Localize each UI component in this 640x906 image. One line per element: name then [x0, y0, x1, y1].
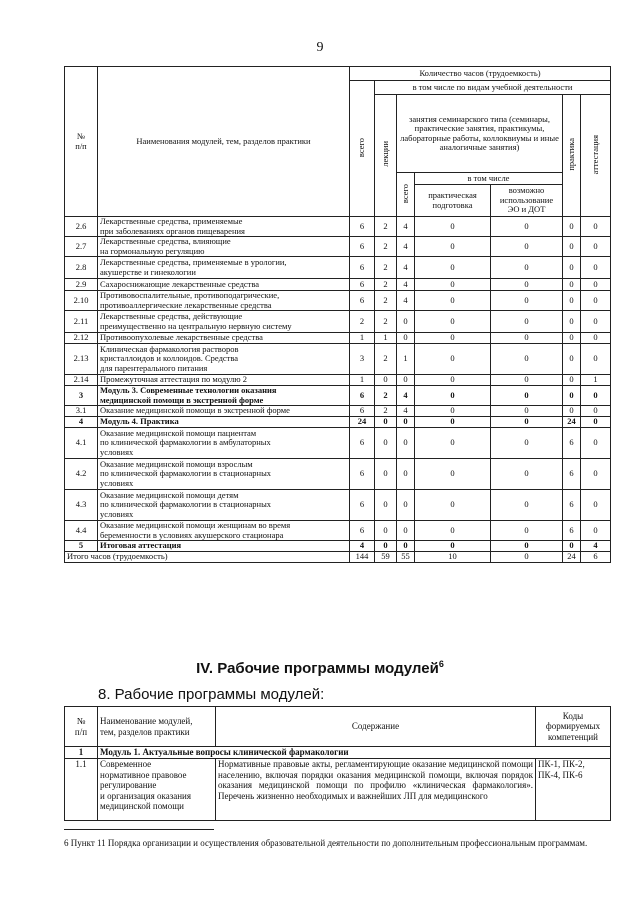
row-number: 5 [65, 541, 98, 552]
row-value-pr: 0 [563, 386, 581, 406]
col-header-sem-total: всего [397, 173, 415, 217]
row-name: Оказание медицинской помощи взрослым по клинической фармакологии в стационарных условиях [98, 459, 350, 490]
row-value-pp: 0 [415, 344, 491, 375]
row-value-sem: 4 [397, 237, 415, 257]
row-value-eo: 0 [491, 386, 563, 406]
col-header-attestation: аттестация [581, 95, 611, 217]
row-name: Оказание медицинской помощи женщинам во время беременности в условиях акушерского стационара [98, 521, 350, 541]
row-value-at: 0 [581, 417, 611, 428]
row-value-lec: 0 [375, 541, 397, 552]
table-row [65, 459, 611, 490]
row-value-pr: 0 [563, 344, 581, 375]
prog-header-content: Содержание [216, 707, 536, 747]
row-value-pp: 0 [415, 428, 491, 459]
row-value-eo: 0 [491, 257, 563, 279]
row-value-total: 24 [350, 417, 375, 428]
row-number: 2.7 [65, 237, 98, 257]
row-value-lec: 2 [375, 279, 397, 291]
row-number: 3 [65, 386, 98, 406]
row-value-pr: 0 [563, 279, 581, 291]
row-value-pp: 0 [415, 386, 491, 406]
table-row [65, 521, 611, 541]
row-value-total: 4 [350, 541, 375, 552]
row-value-pp: 0 [415, 541, 491, 552]
row-value-lec: 2 [375, 237, 397, 257]
row-value-at: 0 [581, 406, 611, 417]
row-name: Модуль 3. Современные технологии оказания медицинской помощи в экстренной форме [98, 386, 350, 406]
row-value-pp: 0 [415, 521, 491, 541]
row-value-at: 0 [581, 257, 611, 279]
row-value-total: 3 [350, 344, 375, 375]
row-value-sem: 4 [397, 257, 415, 279]
hours-table [64, 66, 611, 563]
row-value-eo: 0 [491, 375, 563, 386]
row-name: Оказание медицинской помощи в экстренной форме [98, 406, 350, 417]
row-value-sem: 0 [397, 311, 415, 333]
row-value-total: 6 [350, 386, 375, 406]
row-value-at: 0 [581, 237, 611, 257]
row-value-at: 0 [581, 428, 611, 459]
row-value-at: 0 [581, 490, 611, 521]
row-value-total: 6 [350, 257, 375, 279]
subsection-heading: 8. Рабочие программы модулей: [98, 686, 325, 703]
row-name: Противоопухолевые лекарственные средства [98, 333, 350, 344]
row-value-pr: 24 [563, 417, 581, 428]
row-value-sem: 0 [397, 333, 415, 344]
row-value-at: 1 [581, 375, 611, 386]
row-value-eo: 0 [491, 541, 563, 552]
row-value-lec: 0 [375, 428, 397, 459]
row-value-sem: 1 [397, 344, 415, 375]
col-header-total: всего [350, 81, 375, 217]
col-header-possible-eo: возможно использование ЭО и ДОТ [491, 185, 563, 217]
row-value-lec: 0 [375, 459, 397, 490]
row-value-total: 6 [350, 291, 375, 311]
row-value-total: 6 [350, 459, 375, 490]
row-value-pr: 0 [563, 311, 581, 333]
row-value-total: 6 [350, 490, 375, 521]
row-name: Промежуточная аттестация по модулю 2 [98, 375, 350, 386]
row-value-pp: 0 [415, 311, 491, 333]
row-value-pr: 6 [563, 490, 581, 521]
col-header-name: Наименования модулей, тем, разделов практики [98, 67, 350, 217]
row-number: 2.6 [65, 217, 98, 237]
row-value-eo: 0 [491, 490, 563, 521]
row-value-lec: 2 [375, 291, 397, 311]
row-value-at: 0 [581, 344, 611, 375]
table-row [65, 257, 611, 279]
footnote: 6 Пункт 11 Порядка организации и осуществления образовательной деятельности по дополнительным профессиональным программам. [64, 838, 588, 848]
prog-header-name: Наименование модулей, тем, разделов практики [98, 707, 216, 747]
row-value-sem: 0 [397, 541, 415, 552]
row-number: 3.1 [65, 406, 98, 417]
table-row [65, 311, 611, 333]
col-header-lectures: лекции [375, 95, 397, 217]
row-value-at: 0 [581, 333, 611, 344]
row-value-sem: 4 [397, 406, 415, 417]
row-value-eo: 0 [491, 521, 563, 541]
prog-row-no: 1.1 [65, 759, 98, 821]
row-value-pr: 0 [563, 217, 581, 237]
row-value-eo: 0 [491, 459, 563, 490]
row-value-pp: 0 [415, 217, 491, 237]
row-name: Сахароснижающие лекарственные средства [98, 279, 350, 291]
row-value-sem: 4 [397, 217, 415, 237]
row-value-pp: 0 [415, 257, 491, 279]
row-value-lec: 2 [375, 311, 397, 333]
total-value-eo: 0 [491, 552, 563, 563]
row-name: Клиническая фармакология растворов кристаллоидов и коллоидов. Средства для парентерального питания [98, 344, 350, 375]
row-number: 2.11 [65, 311, 98, 333]
row-value-lec: 1 [375, 333, 397, 344]
row-value-lec: 2 [375, 406, 397, 417]
row-value-pr: 0 [563, 237, 581, 257]
row-value-pr: 6 [563, 459, 581, 490]
row-value-eo: 0 [491, 311, 563, 333]
footnote-separator [64, 829, 214, 830]
row-value-pp: 0 [415, 237, 491, 257]
row-value-lec: 0 [375, 417, 397, 428]
row-value-total: 6 [350, 279, 375, 291]
row-number: 4.1 [65, 428, 98, 459]
table-row [65, 237, 611, 257]
row-value-pp: 0 [415, 459, 491, 490]
row-value-sem: 4 [397, 279, 415, 291]
row-value-pp: 0 [415, 417, 491, 428]
row-value-sem: 0 [397, 428, 415, 459]
program-table [64, 706, 611, 821]
row-value-sem: 0 [397, 490, 415, 521]
table-row [65, 386, 611, 406]
module-row-no: 1 [65, 747, 98, 759]
table-row [65, 490, 611, 521]
total-value-sem: 55 [397, 552, 415, 563]
row-value-eo: 0 [491, 406, 563, 417]
row-value-pr: 0 [563, 291, 581, 311]
total-value-pp: 10 [415, 552, 491, 563]
row-value-pp: 0 [415, 291, 491, 311]
table-row [65, 406, 611, 417]
row-value-pr: 0 [563, 541, 581, 552]
table-row [65, 279, 611, 291]
row-value-eo: 0 [491, 428, 563, 459]
row-number: 2.14 [65, 375, 98, 386]
prog-row-name: Современное нормативное правовое регулирование и организация оказания медицинской помощи [98, 759, 216, 821]
row-value-pp: 0 [415, 375, 491, 386]
total-value-at: 6 [581, 552, 611, 563]
row-value-sem: 0 [397, 417, 415, 428]
row-number: 4 [65, 417, 98, 428]
row-value-total: 6 [350, 237, 375, 257]
row-value-at: 0 [581, 311, 611, 333]
table-row [65, 217, 611, 237]
col-header-hours: Количество часов (трудоемкость) [350, 67, 611, 81]
row-number: 2.10 [65, 291, 98, 311]
row-value-pr: 0 [563, 375, 581, 386]
row-value-lec: 2 [375, 257, 397, 279]
row-value-total: 1 [350, 375, 375, 386]
section-heading: IV. Рабочие программы модулей$^6$ [196, 659, 444, 677]
row-number: 4.4 [65, 521, 98, 541]
col-header-no: № п/п [65, 67, 98, 217]
row-value-at: 0 [581, 291, 611, 311]
total-value-total: 144 [350, 552, 375, 563]
prog-header-no: № п/п [65, 707, 98, 747]
table-row [65, 541, 611, 552]
table-row [65, 291, 611, 311]
row-name: Оказание медицинской помощи пациентам по клинической фармакологии в амбулаторных условиях [98, 428, 350, 459]
row-value-pp: 0 [415, 490, 491, 521]
total-value-pr: 24 [563, 552, 581, 563]
row-name: Модуль 4. Практика [98, 417, 350, 428]
row-name: Противовоспалительные, противоподагрические, противоаллергические лекарственные средства [98, 291, 350, 311]
total-row-label: Итого часов (трудоемкость) [65, 552, 350, 563]
row-value-total: 6 [350, 428, 375, 459]
row-value-pr: 6 [563, 521, 581, 541]
row-name: Итоговая аттестация [98, 541, 350, 552]
row-value-sem: 4 [397, 386, 415, 406]
row-name: Лекарственные средства, действующие преимущественно на центральную нервную систему [98, 311, 350, 333]
col-header-incl: в том числе [415, 173, 563, 185]
row-value-at: 0 [581, 279, 611, 291]
prog-row-content: Нормативные правовые акты, регламентирующие оказание медицинской помощи населению, включая порядки оказания медицинской помощи, включая порядок оказания медицинской помощи по профилю «клиническая фармакология». Перечень жизненно необходимых и важнейших ЛП для медицинского [216, 759, 536, 821]
row-value-at: 0 [581, 521, 611, 541]
row-value-at: 0 [581, 217, 611, 237]
row-value-lec: 0 [375, 375, 397, 386]
row-value-eo: 0 [491, 279, 563, 291]
row-value-total: 2 [350, 311, 375, 333]
row-number: 2.13 [65, 344, 98, 375]
table-row [65, 375, 611, 386]
row-value-lec: 2 [375, 344, 397, 375]
row-value-lec: 0 [375, 490, 397, 521]
row-value-total: 1 [350, 333, 375, 344]
row-value-pp: 0 [415, 333, 491, 344]
table-row [65, 428, 611, 459]
row-value-eo: 0 [491, 237, 563, 257]
row-value-total: 6 [350, 217, 375, 237]
row-number: 4.3 [65, 490, 98, 521]
page-number: 9 [316, 40, 324, 55]
total-value-lec: 59 [375, 552, 397, 563]
col-header-seminars: занятия семинарского типа (семинары, практические занятия, практикумы, лабораторные работы, коллоквиумы и иные аналогичные занятия) [397, 95, 563, 173]
row-value-pr: 0 [563, 333, 581, 344]
row-value-at: 0 [581, 459, 611, 490]
row-value-lec: 0 [375, 521, 397, 541]
row-value-eo: 0 [491, 333, 563, 344]
row-value-lec: 2 [375, 386, 397, 406]
row-value-pr: 0 [563, 257, 581, 279]
row-value-pp: 0 [415, 279, 491, 291]
row-value-at: 0 [581, 386, 611, 406]
row-number: 2.9 [65, 279, 98, 291]
col-header-practical-prep: практическая подготовка [415, 185, 491, 217]
row-number: 2.12 [65, 333, 98, 344]
module-row-title: Модуль 1. Актуальные вопросы клинической фармакологии [98, 747, 611, 759]
row-value-total: 6 [350, 521, 375, 541]
row-value-sem: 4 [397, 291, 415, 311]
row-number: 4.2 [65, 459, 98, 490]
row-name: Лекарственные средства, влияющие на гормональную регуляцию [98, 237, 350, 257]
row-value-sem: 0 [397, 375, 415, 386]
row-value-pr: 6 [563, 428, 581, 459]
row-value-eo: 0 [491, 344, 563, 375]
row-value-sem: 0 [397, 459, 415, 490]
row-value-eo: 0 [491, 291, 563, 311]
table-row [65, 333, 611, 344]
row-value-lec: 2 [375, 217, 397, 237]
total-row [65, 552, 611, 563]
row-value-sem: 0 [397, 521, 415, 541]
col-header-incl-types: в том числе по видам учебной деятельности [375, 81, 611, 95]
table-row [65, 344, 611, 375]
row-name: Лекарственные средства, применяемые при заболеваниях органов пищеварения [98, 217, 350, 237]
row-value-eo: 0 [491, 417, 563, 428]
prog-row-codes: ПК-1, ПК-2, ПК-4, ПК-6 [536, 759, 611, 821]
prog-header-codes: Коды формируемых компетенций [536, 707, 611, 747]
row-number: 2.8 [65, 257, 98, 279]
row-value-at: 4 [581, 541, 611, 552]
col-header-practice: практика [563, 95, 581, 217]
row-name: Лекарственные средства, применяемые в урологии, акушерстве и гинекологии [98, 257, 350, 279]
row-value-total: 6 [350, 406, 375, 417]
row-name: Оказание медицинской помощи детям по клинической фармакологии в стационарных условиях [98, 490, 350, 521]
table-row [65, 417, 611, 428]
row-value-pp: 0 [415, 406, 491, 417]
row-value-eo: 0 [491, 217, 563, 237]
row-value-pr: 0 [563, 406, 581, 417]
